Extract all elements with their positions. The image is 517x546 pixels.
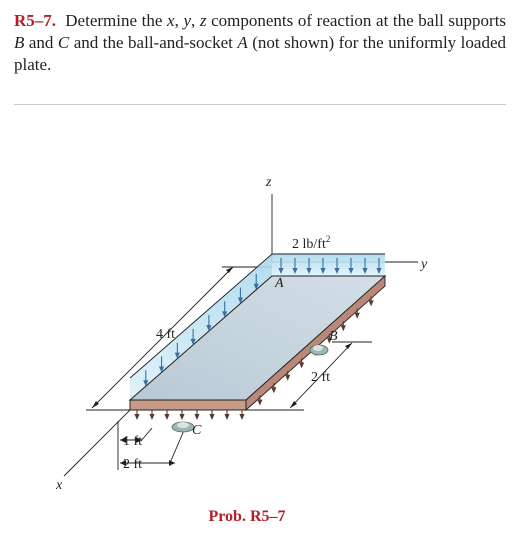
load-arrowhead	[179, 414, 184, 420]
extension-line	[141, 428, 152, 441]
load-arrowhead	[285, 375, 290, 381]
load-arrowhead	[239, 414, 244, 420]
dimension-1ft-label: 1 ft	[123, 434, 143, 449]
load-arrowhead	[194, 414, 199, 420]
x-axis-line	[64, 410, 130, 476]
load-arrowhead	[149, 414, 154, 420]
var-B: B	[14, 33, 25, 52]
load-arrowhead	[271, 387, 276, 393]
plate-front-edge	[130, 400, 246, 410]
problem-text-part: components of reaction at the ball supports	[206, 11, 507, 30]
problem-text-part: Determine the	[65, 11, 168, 30]
var-A: A	[237, 33, 248, 52]
load-label-text: 2 lb/ft	[292, 237, 326, 252]
load-arrowhead	[209, 414, 214, 420]
load-arrowhead	[257, 400, 262, 406]
dimension-4ft-label: 4 ft	[156, 327, 176, 342]
problem-text-part: (not shown) for the uniformly loaded plate.	[14, 33, 506, 74]
load-arrowhead	[355, 313, 360, 319]
load-strip	[272, 254, 385, 276]
problem-text-part: and the ball-and-socket	[69, 33, 238, 52]
axis-y-label: y	[421, 257, 428, 272]
point-A-label: A	[275, 276, 284, 291]
figure-caption: Prob. R5–7	[208, 508, 286, 525]
support-C-highlight	[177, 422, 189, 428]
load-arrowhead	[164, 414, 169, 420]
dimension-2ft-right-label: 2 ft	[311, 370, 331, 385]
arrowhead	[226, 267, 233, 273]
support-B	[310, 345, 328, 355]
load-label	[292, 234, 330, 252]
axis-z-label: z	[266, 175, 272, 190]
arrowhead	[345, 343, 352, 349]
var-z: z	[199, 11, 207, 30]
problem-text-part: and	[24, 33, 58, 52]
arrowhead	[169, 460, 175, 466]
problem-text-part: ,	[191, 11, 200, 30]
load-arrowhead	[341, 325, 346, 331]
point-C-label: C	[192, 423, 202, 438]
var-y: y	[183, 11, 191, 30]
load-arrowhead	[134, 414, 139, 420]
extension-line	[170, 428, 185, 463]
axis-x-label: x	[56, 478, 63, 493]
load-label-exponent: 2	[325, 234, 331, 244]
point-B-label: B	[329, 329, 338, 344]
problem-number: R5–7.	[14, 11, 57, 30]
load-arrowhead	[369, 300, 374, 306]
var-x: x	[167, 11, 175, 30]
load-arrowhead	[224, 414, 229, 420]
var-C: C	[57, 33, 70, 52]
support-C	[172, 422, 194, 432]
dimension-2ft-bottom-label: 2 ft	[123, 457, 143, 472]
support-B-highlight	[313, 345, 323, 351]
problem-text-part: ,	[174, 11, 184, 30]
load-arrowhead	[299, 362, 304, 368]
